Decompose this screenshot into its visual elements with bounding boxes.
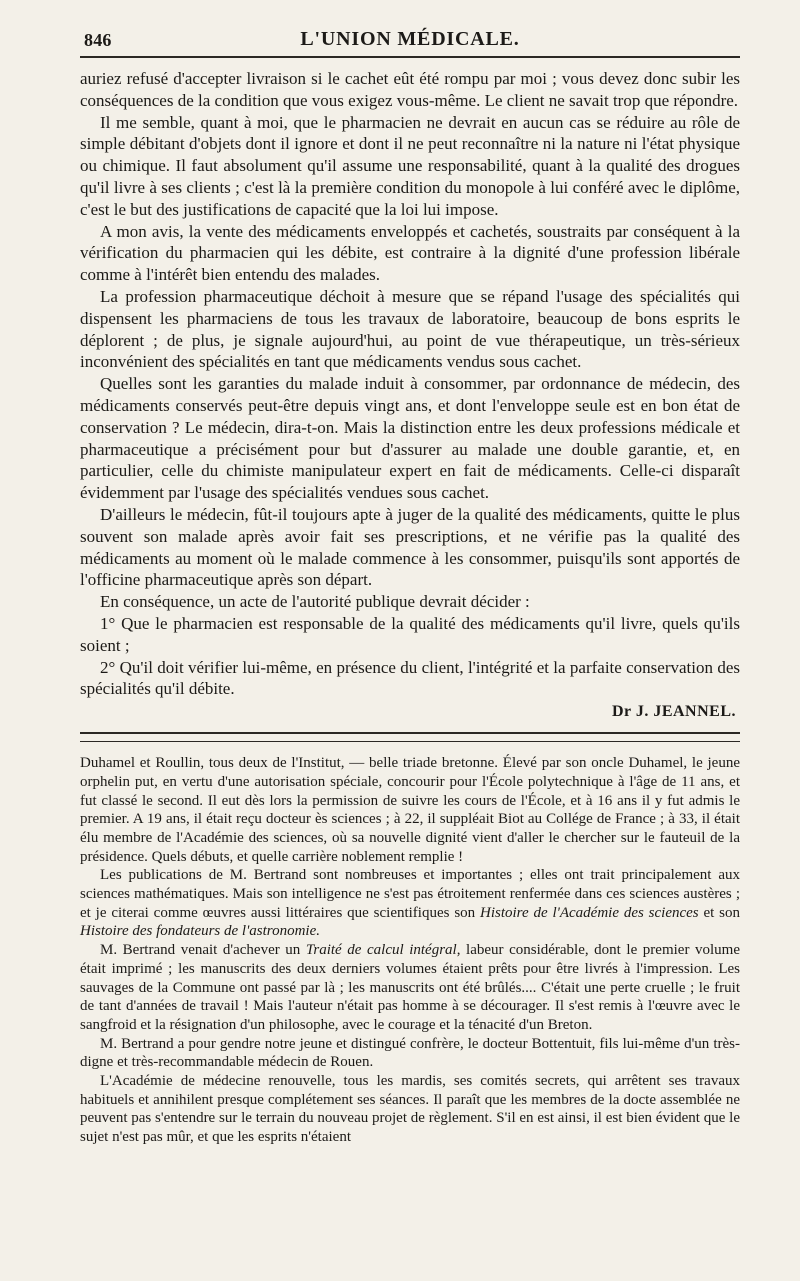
article-paragraph-6: D'ailleurs le médecin, fût-il toujours apte à juger de la qualité des médicaments, quitte le plus souvent son malade après avoir fait ses prescriptions, et ne vérifie pas la qualité des médicaments au moment où le malade commence à les consommer, puisqu'ils sont apportés de l'officine pharmaceutique après son départ.: [80, 504, 740, 590]
section-divider: [80, 732, 740, 742]
book-title-histoire-fondateurs: Histoire des fondateurs de l'astronomie.: [80, 923, 320, 940]
article-paragraph-5: Quelles sont les garanties du malade induit à consommer, par ordonnance de médecin, des médicaments conservés peut-être depuis vingt ans, et dont l'enveloppe seule est en bon état de conservation ? Le médecin, dira-t-on. Mais la distinction entre les deux professions médicale et pharmaceutique a précisément pour but d'assurer au malade une double garantie, et, en particulier, celle du chimiste manipulateur expert en fait de médicaments. Celle-ci disparaît évidemment par l'usage des spécialités vendues sous cachet.: [80, 374, 740, 503]
article-signature: Dr J. JEANNEL.: [611, 703, 736, 721]
feuilleton-paragraph-2-text: Les publications de M. Bertrand sont nombreuses et importantes ; elles ont trait principalement aux sciences mathématiques. Mais son intelligence ne s'est pas étroitement renfermée dans ces sciences austères ; et je citerai comme œuvres aussi littéraires que scientifiques son: [80, 867, 740, 921]
journal-title: L'UNION MÉDICALE.: [300, 28, 520, 50]
feuilleton-paragraph-3: [80, 941, 740, 1035]
article-paragraph-8: 1° Que le pharmacien est responsable de la qualité des médicaments qu'il livre, quels qu'ils soient ;: [80, 613, 740, 655]
journal-page: [80, 22, 740, 1262]
feuilleton-paragraph-2-conjunction: et son: [698, 904, 740, 921]
book-title-histoire-academie: Histoire de l'Académie des sciences: [480, 904, 699, 921]
article-paragraph-3: A mon avis, la vente des médicaments enveloppés et cachetés, soustraits par conséquent à la vérification du pharmacien qui les débite, est contraire à la dignité d'une profession libérale comme à l'intérêt bien entendu des malades.: [80, 221, 740, 285]
article-paragraph-4: La profession pharmaceutique déchoit à mesure que se répand l'usage des spécialités qui dispensent les pharmaciens de tous les travaux de laboratoire, beaucoup de bons esprits le déplorent ; de plus, je signale aujourd'hui, au point de vue thérapeutique, un très-sérieux inconvénient des spécialités en tant que médicaments vendus sous cachet.: [80, 286, 740, 372]
article-paragraph-2: Il me semble, quant à moi, que le pharmacien ne devrait en aucun cas se réduire au rôle de simple débitant d'objets dont il ignore et dont il ne peut reconnaître ni la nature ni l'état physique ou chimique. Il faut absolument qu'il assume une responsabilité, quant à la qualité des drogues qu'il livre à ses clients ; c'est là la première condition du monopole à lui conféré avec le diplôme, c'est le but des justifications de capacité que la loi lui impose.: [80, 112, 740, 219]
feuilleton-body: [80, 754, 740, 1147]
article-paragraph-9: 2° Qu'il doit vérifier lui-même, en présence du client, l'intégrité et la parfaite conservation des spécialités qu'il débite.: [80, 657, 740, 699]
feuilleton-paragraph-2: [80, 866, 740, 941]
feuilleton-paragraph-3-lead: M. Bertrand venait d'achever un: [100, 942, 306, 959]
article-paragraph-7: En conséquence, un acte de l'autorité publique devrait décider :: [100, 592, 530, 612]
feuilleton-paragraph-5: L'Académie de médecine renouvelle, tous les mardis, ses comités secrets, qui arrêtent ses travaux habituels et annihilent presque complétement ses séances. Il paraît que les membres de la docte assemblée ne peuvent pas s'entendre sur le terrain du nouveau projet de règlement. S'il en est ainsi, il est bien évident que le sujet n'est pas mûr, et que les esprits n'étaient: [80, 1073, 740, 1146]
running-head: [80, 22, 740, 58]
page-number: 846: [84, 30, 112, 50]
feuilleton-paragraph-4: M. Bertrand a pour gendre notre jeune et distingué confrère, le docteur Bottentuit, fils lui-même d'un très-digne et très-recommandable médecin de Rouen.: [80, 1035, 740, 1071]
feuilleton-paragraph-3-text: , labeur considérable, dont le premier volume était imprimé ; les manuscrits des deux derniers volumes étaient prêts pour être livrés à l'impression. Les sauvages de la Commune ont passé par là ; les manuscrits ont été brûlés.... C'était une perte cruelle ; le fruit de tant d'années de travail ! Mais l'auteur n'était pas homme à se décourager. Il s'est remis à l'œuvre avec le sangfroid et la résignation d'un philosophe, avec le courage et la ténacité d'un Breton.: [80, 942, 741, 1033]
book-title-traite-calcul: Traité de calcul intégral: [305, 942, 457, 959]
feuilleton-paragraph-1: Duhamel et Roullin, tous deux de l'Institut, — belle triade bretonne. Élevé par son oncle Duhamel, le jeune orphelin put, en vertu d'une autorisation spéciale, concourir pour l'École polytechnique à l'âge de 11 ans, et fut classé le second. Il eut dès lors la permission de suivre les cours de l'École, et à 16 ans il y fut admis le premier. A 19 ans, il était reçu docteur ès sciences ; à 22, il suppléait Biot au Collége de France ; à 33, il était élu membre de l'Académie des sciences, où sa nouvelle dignité vient d'aller le chercher sur le fauteuil de la présidence. Quels débuts, et quelle carrière noblement remplie !: [80, 755, 740, 865]
article-paragraph-1: auriez refusé d'accepter livraison si le cachet eût été rompu par moi ; vous devez donc subir les conséquences de la condition que vous exigez vous-même. Le client ne savait trop que répondre.: [80, 69, 740, 110]
article-body: [80, 68, 740, 724]
